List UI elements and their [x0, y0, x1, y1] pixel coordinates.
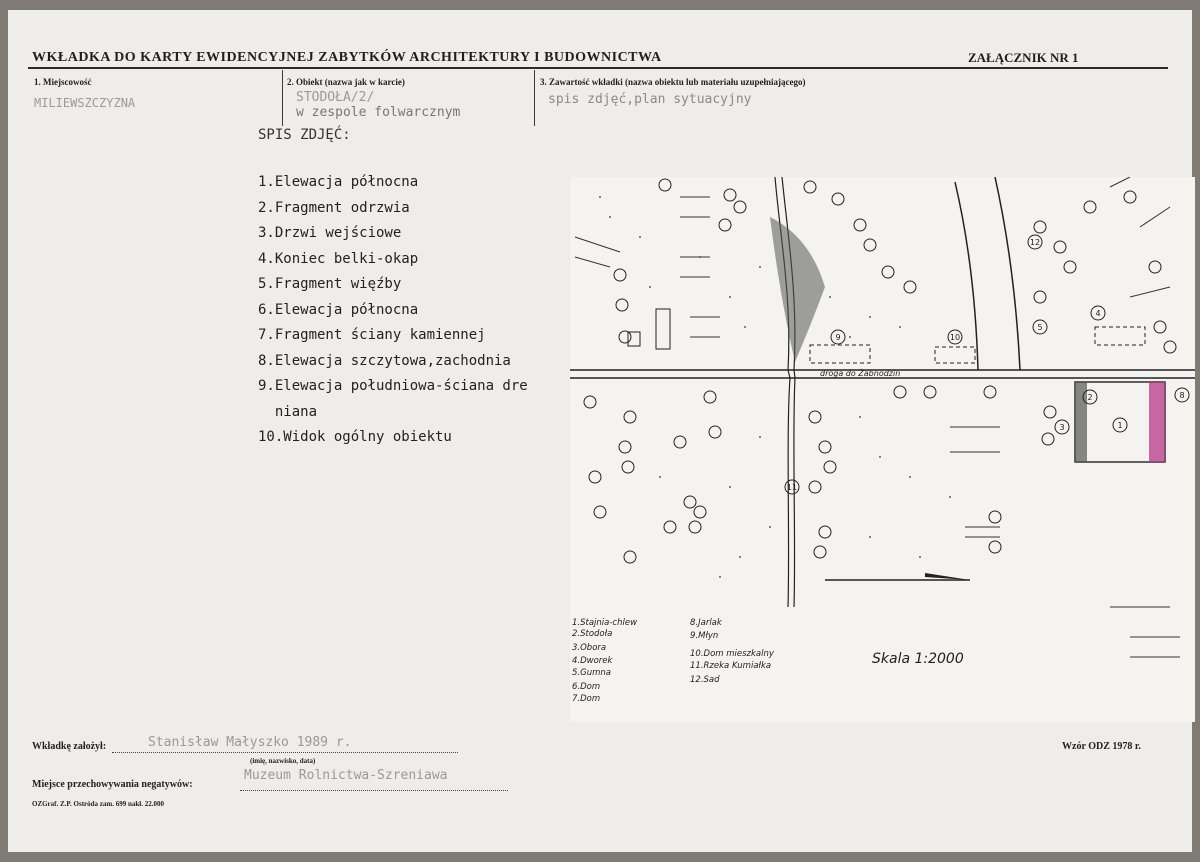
prepared-label: Wkładkę założył:	[32, 741, 107, 752]
object-value-1: STODOŁA/2/	[296, 90, 375, 105]
site-plan	[570, 177, 1195, 722]
plan-number-2: 2	[1087, 393, 1093, 402]
photo-item: 4.Koniec belki-okap	[258, 250, 419, 267]
plan-number-3: 3	[1059, 423, 1065, 432]
legend-item: 6.Dom	[572, 682, 601, 692]
legend-item: 7.Dom	[572, 694, 601, 704]
photo-list	[258, 174, 528, 455]
field-separator	[282, 70, 283, 126]
plan-number-9: 9	[835, 333, 841, 342]
plan-number-8: 8	[1179, 391, 1185, 400]
legend-item: 4.Dworek	[572, 656, 613, 666]
photo-item: niana	[258, 403, 318, 420]
storage-line	[240, 790, 508, 791]
content-value: spis zdjęć,plan sytuacyjny	[548, 92, 752, 107]
barn-wing	[1075, 382, 1087, 462]
plan-sheet	[570, 177, 1195, 722]
legend-item: 2.Stodoła	[572, 629, 613, 639]
locality-label: 1. Miejscowość	[34, 77, 92, 87]
prepared-note: (imię, nazwisko, data)	[250, 757, 316, 765]
field-separator	[534, 70, 535, 126]
annex-number: ZAŁĄCZNIK NR 1	[968, 50, 1079, 65]
storage-label: Miejsce przechowywania negatywów:	[32, 779, 193, 790]
legend-item: 3.Obora	[572, 643, 607, 653]
plan-number-12: 12	[1029, 238, 1041, 247]
photo-list-title: SPIS ZDJĘĆ:	[258, 127, 351, 143]
object-label: 2. Obiekt (nazwa jak w karcie)	[287, 77, 405, 87]
form-model: Wzór ODZ 1978 r.	[1062, 741, 1141, 752]
content-label: 3. Zawartość wkładki (nazwa obiektu lub materiału uzupełniającego)	[540, 77, 806, 87]
plan-number-10: 10	[949, 333, 961, 342]
legend-item: 8.Jarlak	[690, 618, 722, 628]
photo-item: 10.Widok ogólny obiektu	[258, 429, 452, 445]
photo-item: 2.Fragment odrzwia	[258, 199, 410, 216]
plan-number-5: 5	[1037, 323, 1043, 332]
photo-item: 1.Elewacja północna	[258, 174, 419, 190]
storage-value: Muzeum Rolnictwa-Szreniawa	[244, 768, 448, 783]
photo-item: 3.Drzwi wejściowe	[258, 225, 402, 241]
object-value-2: w zespole folwarcznym	[296, 105, 461, 120]
legend-item: 1.Stajnia-chlew	[572, 618, 638, 628]
legend-item: 5.Gumna	[572, 668, 611, 678]
photo-item: 6.Elewacja północna	[258, 301, 419, 318]
barn-highlight	[1149, 382, 1165, 462]
legend-item: 9.Młyn	[690, 631, 719, 641]
card-title: WKŁADKA DO KARTY EWIDENCYJNEJ ZABYTKÓW ARCHITEKTURY I BUDOWNICTWA	[32, 50, 662, 65]
prepared-line	[112, 752, 458, 753]
print-info: OZGraf. Z.P. Ostróda zam. 699 nakł. 22.000	[32, 800, 164, 808]
photo-item: 9.Elewacja południowa-ściana dre	[258, 378, 528, 394]
plan-number-11: 11	[786, 483, 798, 492]
header-rule	[28, 67, 1168, 69]
plan-number-1: 1	[1117, 421, 1123, 430]
prepared-value: Stanisław Małyszko 1989 r.	[148, 735, 352, 750]
photo-item: 7.Fragment ściany kamiennej	[258, 327, 486, 343]
photo-item: 5.Fragment więźby	[258, 276, 402, 292]
plan-number-4: 4	[1095, 309, 1101, 318]
photo-item: 8.Elewacja szczytowa,zachodnia	[258, 352, 511, 369]
legend-item: 10.Dom mieszkalny	[690, 649, 774, 659]
road-label: droga do Żabnodzin	[820, 369, 901, 378]
legend-item: 11.Rzeka Kumiałka	[690, 661, 772, 671]
legend-item: 12.Sad	[690, 675, 720, 685]
scale-label: Skala 1:2000	[872, 651, 964, 667]
locality-value: MILIEWSZCZYZNA	[34, 96, 136, 110]
